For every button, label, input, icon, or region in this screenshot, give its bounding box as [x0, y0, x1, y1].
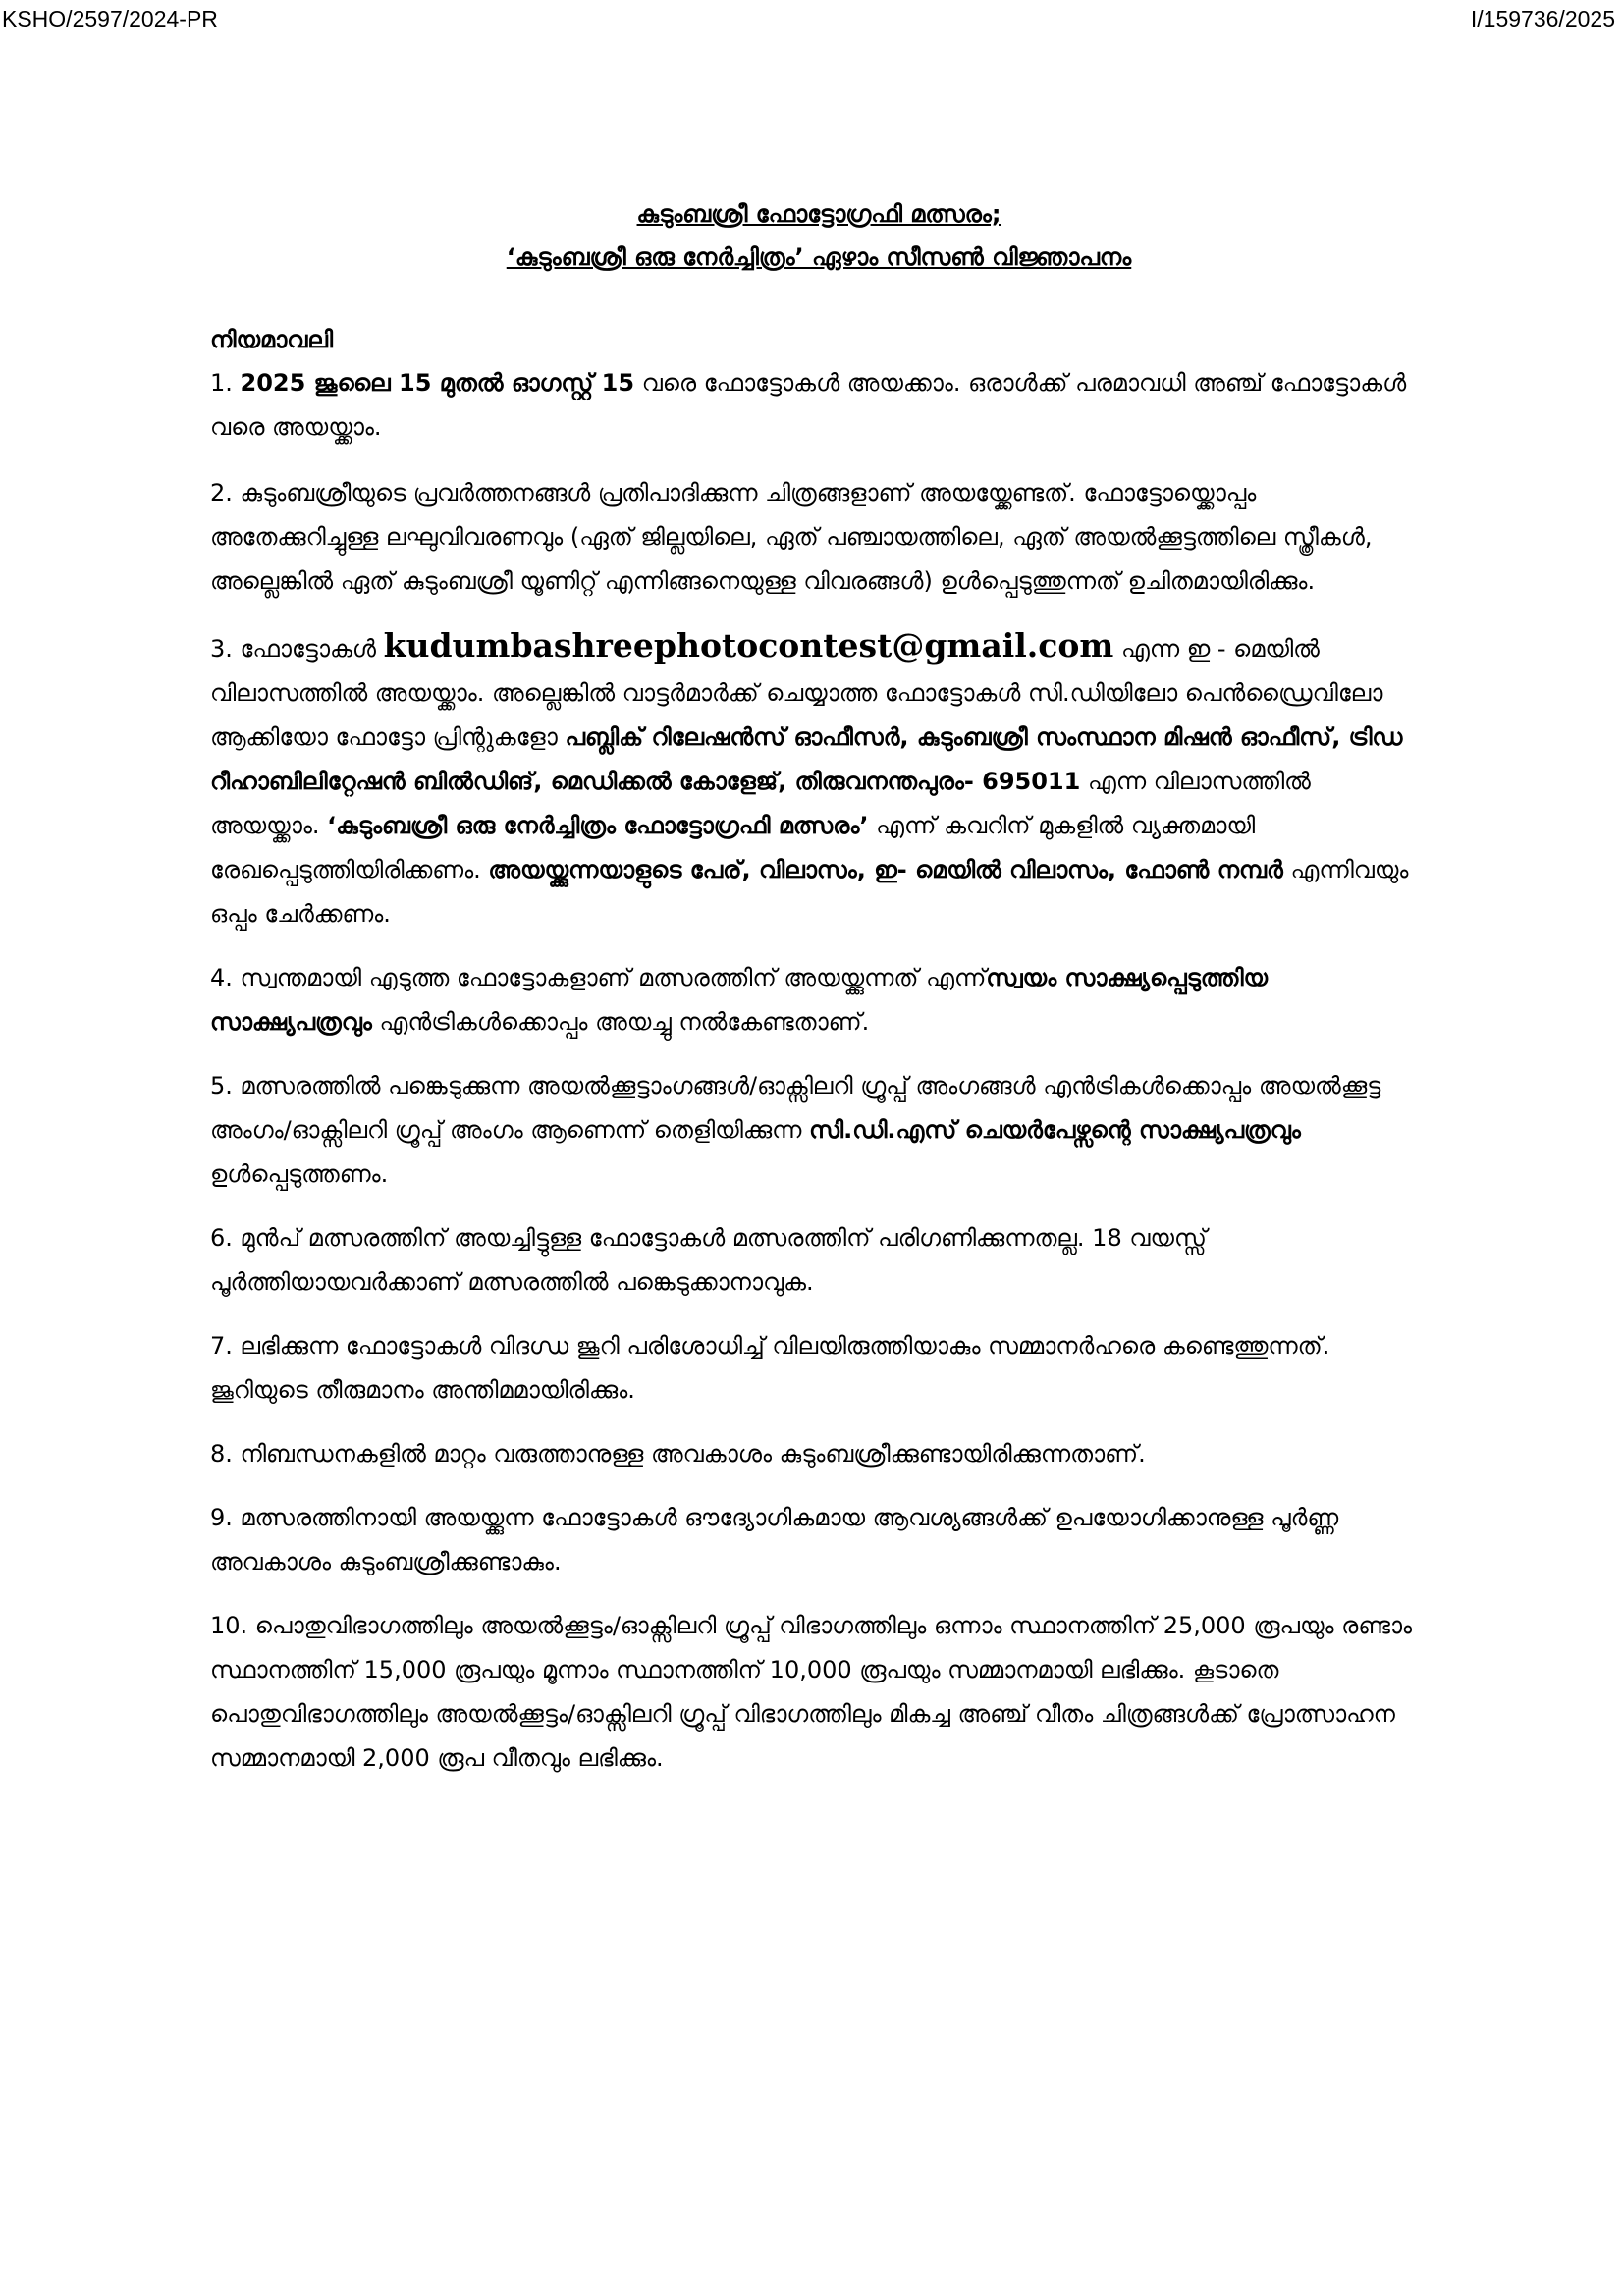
file-reference: KSHO/2597/2024-PR: [2, 6, 218, 31]
rule-9: 9. മത്സരത്തിനായി അയയ്ക്കുന്ന ഫോട്ടോകൾ ഔദ്യോഗികമായ ആവശ്യങ്ങൾക്ക് ഉപയോഗിക്കാനുള്ള പൂർണ്ണ അവകാശം കുടുംബശ്രീക്കുണ്ടാകും.: [210, 1504, 1339, 1575]
contest-email: kudumbashreephotocontest@gmail.com: [383, 626, 1114, 665]
title-line-2: ‘കുടുംബശ്രീ ഒരു നേർച്ചിത്രം’ ഏഴാം സീസൺ വിജ്ഞാപനം: [506, 243, 1132, 271]
title-line-1: കുടുംബശ്രീ ഫോട്ടോഗ്രഫി മത്സരം;: [636, 200, 1001, 228]
document-number: I/159736/2025: [1470, 6, 1615, 31]
rule-4: 4. സ്വന്തമായി എടുത്ത ഫോട്ടോകളാണ് മത്സരത്തിന് അയയ്ക്കുന്നത് എന്ന്സ്വയം സാക്ഷ്യപ്പെടുത്തിയ സാക്ഷ്യപത്രവും എൻട്രികൾക്കൊപ്പം അയച്ചു നൽകേണ്ടതാണ്.: [210, 964, 1269, 1036]
document-title: [210, 192, 1428, 279]
rule-8: 8. നിബന്ധനകളിൽ മാറ്റം വരുത്താനുള്ള അവകാശം കുടുംബശ്രീക്കുണ്ടായിരിക്കുന്നതാണ്.: [210, 1440, 1146, 1468]
rule-3: 3. ഫോട്ടോകൾ kudumbashreephotocontest@gmail.com എന്ന ഇ - മെയിൽ വിലാസത്തിൽ അയയ്ക്കാം. അല്ലെങ്കിൽ വാട്ടർമാർക്ക് ചെയ്യാത്ത ഫോട്ടോകൾ സി.ഡിയിലോ പെൻഡ്രൈവിലോ ആക്കിയോ ഫോട്ടോ പ്രിന്റുകളോ പബ്ലിക് റിലേഷൻസ് ഓഫീസർ, കുടുംബശ്രീ സംസ്ഥാന മിഷൻ ഓഫീസ്, ട്രിഡ റീഹാബിലിറ്റേഷൻ ബിൽഡിങ്, മെഡിക്കൽ കോളേജ്, തിരുവനന്തപുരം- 695011 എന്ന വിലാസത്തിൽ അയയ്ക്കാം. ‘കുടുംബശ്രീ ഒരു നേർച്ചിത്രം ഫോട്ടോഗ്രഫി മത്സരം’ എന്ന് കവറിന് മുകളിൽ വ്യക്തമായി രേഖപ്പെടുത്തിയിരിക്കണം. അയയ്ക്കുന്നയാളുടെ പേര്, വിലാസം, ഇ- മെയിൽ വിലാസം, ഫോൺ നമ്പർ എന്നിവയും ഒപ്പം ചേർക്കണം.: [210, 626, 1409, 928]
rule-6: 6. മുൻപ് മത്സരത്തിന് അയച്ചിട്ടുള്ള ഫോട്ടോകൾ മത്സരത്തിന് പരിഗണിക്കുന്നതല്ല. 18 വയസ്സ് പൂർത്തിയായവർക്കാണ് മത്സരത്തിൽ പങ്കെടുക്കാനാവുക.: [210, 1224, 1207, 1296]
rule-1: 1. 2025 ജൂലൈ 15 മുതൽ ഓഗസ്റ്റ് 15 വരെ ഫോട്ടോകൾ അയക്കാം. ഒരാൾക്ക് പരമാവധി അഞ്ച് ഫോട്ടോകൾ വരെ അയയ്ക്കാം.: [210, 369, 1407, 441]
postal-address: പബ്ലിക് റിലേഷൻസ് ഓഫീസർ, കുടുംബശ്രീ സംസ്ഥാന മിഷൻ ഓഫീസ്, ട്രിഡ റീഹാബിലിറ്റേഷൻ ബിൽഡിങ്, മെഡിക്കൽ കോളേജ്, തിരുവനന്തപുരം- 695011: [210, 723, 1403, 795]
rule-5: 5. മത്സരത്തിൽ പങ്കെടുക്കുന്ന അയൽക്കൂട്ടാംഗങ്ങൾ/ഓക്സിലറി ഗ്രൂപ്പ് അംഗങ്ങൾ എൻട്രികൾക്കൊപ്പം അയൽക്കൂട്ട അംഗം/ഓക്സിലറി ഗ്രൂപ്പ് അംഗം ആണെന്ന് തെളിയിക്കുന്ന സി.ഡി.എസ് ചെയർപേഴ്സന്റെ സാക്ഷ്യപത്രവും ഉൾപ്പെടുത്തണം.: [210, 1072, 1381, 1188]
rule-10: 10. പൊതുവിഭാഗത്തിലും അയൽക്കൂട്ടം/ഓക്സിലറി ഗ്രൂപ്പ് വിഭാഗത്തിലും ഒന്നാം സ്ഥാനത്തിന് 25,000 രൂപയും രണ്ടാം സ്ഥാനത്തിന് 15,000 രൂപയും മൂന്നാം സ്ഥാനത്തിന് 10,000 രൂപയും സമ്മാനമായി ലഭിക്കും. കൂടാതെ പൊതുവിഭാഗത്തിലും അയൽക്കൂട്ടം/ഓക്സിലറി ഗ്രൂപ്പ് വിഭാഗത്തിലും മികച്ച അഞ്ച് വീതം ചിത്രങ്ങൾക്ക് പ്രോത്സാഹന സമ്മാനമായി 2,000 രൂപ വീതവും ലഭിക്കും.: [210, 1612, 1413, 1772]
rule-2: 2. കുടുംബശ്രീയുടെ പ്രവർത്തനങ്ങൾ പ്രതിപാദിക്കുന്ന ചിത്രങ്ങളാണ് അയയ്ക്കേണ്ടത്. ഫോട്ടോയ്ക്കൊപ്പം അതേക്കുറിച്ചുള്ള ലഘുവിവരണവും (ഏത് ജില്ലയിലെ, ഏത് പഞ്ചായത്തിലെ, ഏത് അയൽക്കൂട്ടത്തിലെ സ്ത്രീകൾ, അല്ലെങ്കിൽ ഏത് കുടുംബശ്രീ യൂണിറ്റ് എന്നിങ്ങനെയുള്ള വിവരങ്ങൾ) ഉൾപ്പെടുത്തുന്നത് ഉചിതമായിരിക്കും.: [210, 479, 1373, 595]
document-body: [210, 192, 1428, 1800]
rule-7: 7. ലഭിക്കുന്ന ഫോട്ടോകൾ വിദഗ്ധ ജൂറി പരിശോധിച്ച് വിലയിരുത്തിയാകും സമ്മാനർഹരെ കണ്ടെത്തുന്നത്. ജൂറിയുടെ തീരുമാനം അന്തിമമായിരിക്കും.: [210, 1332, 1330, 1404]
rules-heading: നിയമാവലി: [210, 326, 334, 353]
